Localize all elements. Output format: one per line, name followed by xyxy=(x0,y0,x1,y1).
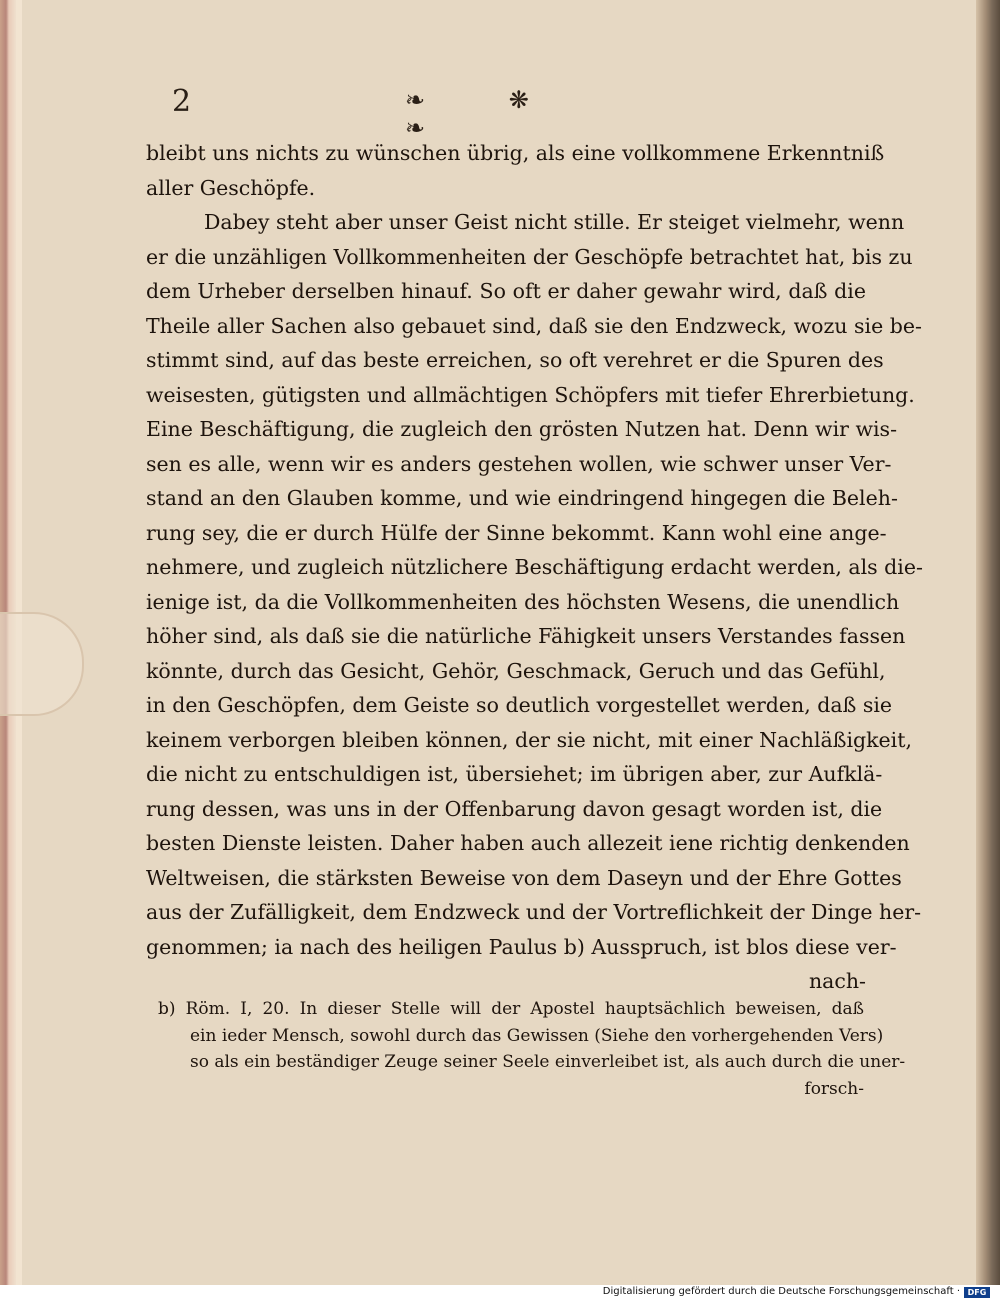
book-gutter xyxy=(976,0,1000,1285)
catchword: nach- xyxy=(808,969,866,993)
digitization-footer xyxy=(0,1285,1000,1300)
footnotes xyxy=(158,996,906,1102)
footnote-line: b) Röm. I, 20. In dieser Stelle will der Apostel hauptsächlich beweisen, daß xyxy=(158,999,864,1019)
text-line: die nicht zu entschuldigen ist, übersiehet; im übrigen aber, zur Aufklä- xyxy=(146,762,883,786)
dfg-logo: DFG xyxy=(964,1287,990,1298)
text-line: aller Geschöpfe. xyxy=(146,175,316,200)
text-line: höher sind, als daß sie die natürliche Fähigkeit unsers Verstandes fassen xyxy=(146,624,906,648)
text-line: er die unzähligen Vollkommenheiten der Geschöpfe betrachtet hat, bis zu xyxy=(146,244,913,269)
text-line: aus der Zufälligkeit, dem Endzweck und der Vortreflichkeit der Dinge her- xyxy=(146,900,922,924)
text-line: weisesten, gütigsten und allmächtigen Schöpfers mit tiefer Ehrerbietung. xyxy=(146,382,915,407)
funding-credit: Digitalisierung gefördert durch die Deutsche Forschungsgemeinschaft · xyxy=(602,1286,960,1297)
text-line: könnte, durch das Gesicht, Gehör, Geschmack, Geruch und das Gefühl, xyxy=(146,658,886,683)
text-line: sen es alle, wenn wir es anders gestehen wollen, wie schwer unser Ver- xyxy=(146,451,892,476)
text-line: keinem verborgen bleiben können, der sie nicht, mit einer Nachläßigkeit, xyxy=(146,727,912,752)
text-line: genommen; ia nach des heiligen Paulus b) Ausspruch, ist blos diese ver- xyxy=(146,934,897,959)
text-line: ienige ist, da die Vollkommenheiten des höchsten Wesens, die unendlich xyxy=(146,589,900,614)
text-line: in den Geschöpfen, dem Geiste so deutlich vorgestellet werden, daß sie xyxy=(146,693,893,717)
text-line: dem Urheber derselben hinauf. So oft er daher gewahr wird, daß die xyxy=(146,279,866,303)
text-line: bleibt uns nichts zu wünschen übrig, als eine vollkommene Erkenntniß xyxy=(146,141,885,165)
text-line: stand an den Glauben komme, und wie eindringend hingegen die Beleh- xyxy=(146,486,898,510)
text-line: nehmere, und zugleich nützlichere Beschäftigung erdacht werden, als die- xyxy=(146,555,923,579)
footnote-line: ein ieder Mensch, sowohl durch das Gewissen (Siehe den vorhergehenden Vers) xyxy=(190,1025,884,1046)
text-line: Eine Beschäftigung, die zugleich den grösten Nutzen hat. Denn wir wis- xyxy=(146,417,897,441)
page-fold-mark xyxy=(0,612,84,716)
header-ornament: ❧ ❋ ❧ xyxy=(405,86,567,142)
text-line: stimmt sind, auf das beste erreichen, so oft verehret er die Spuren des xyxy=(146,348,884,372)
body-text xyxy=(146,136,923,999)
page-number: 2 xyxy=(172,84,192,119)
footnote-catchword: forsch- xyxy=(804,1078,864,1099)
text-line: rung sey, die er durch Hülfe der Sinne bekommt. Kann wohl eine ange- xyxy=(146,520,887,545)
text-line: rung dessen, was uns in der Offenbarung davon gesagt worden ist, die xyxy=(146,796,883,821)
footnote-line: so als ein beständiger Zeuge seiner Seele einverleibet ist, als auch durch die uner- xyxy=(190,1052,906,1072)
text-line: Theile aller Sachen also gebauet sind, daß sie den Endzweck, wozu sie be- xyxy=(146,313,922,338)
text-line: Weltweisen, die stärksten Beweise von dem Daseyn und der Ehre Gottes xyxy=(146,865,902,890)
text-line: besten Dienste leisten. Daher haben auch allezeit iene richtig denkenden xyxy=(146,831,910,855)
text-line: Dabey steht aber unser Geist nicht stille. Er steiget vielmehr, wenn xyxy=(204,210,905,234)
